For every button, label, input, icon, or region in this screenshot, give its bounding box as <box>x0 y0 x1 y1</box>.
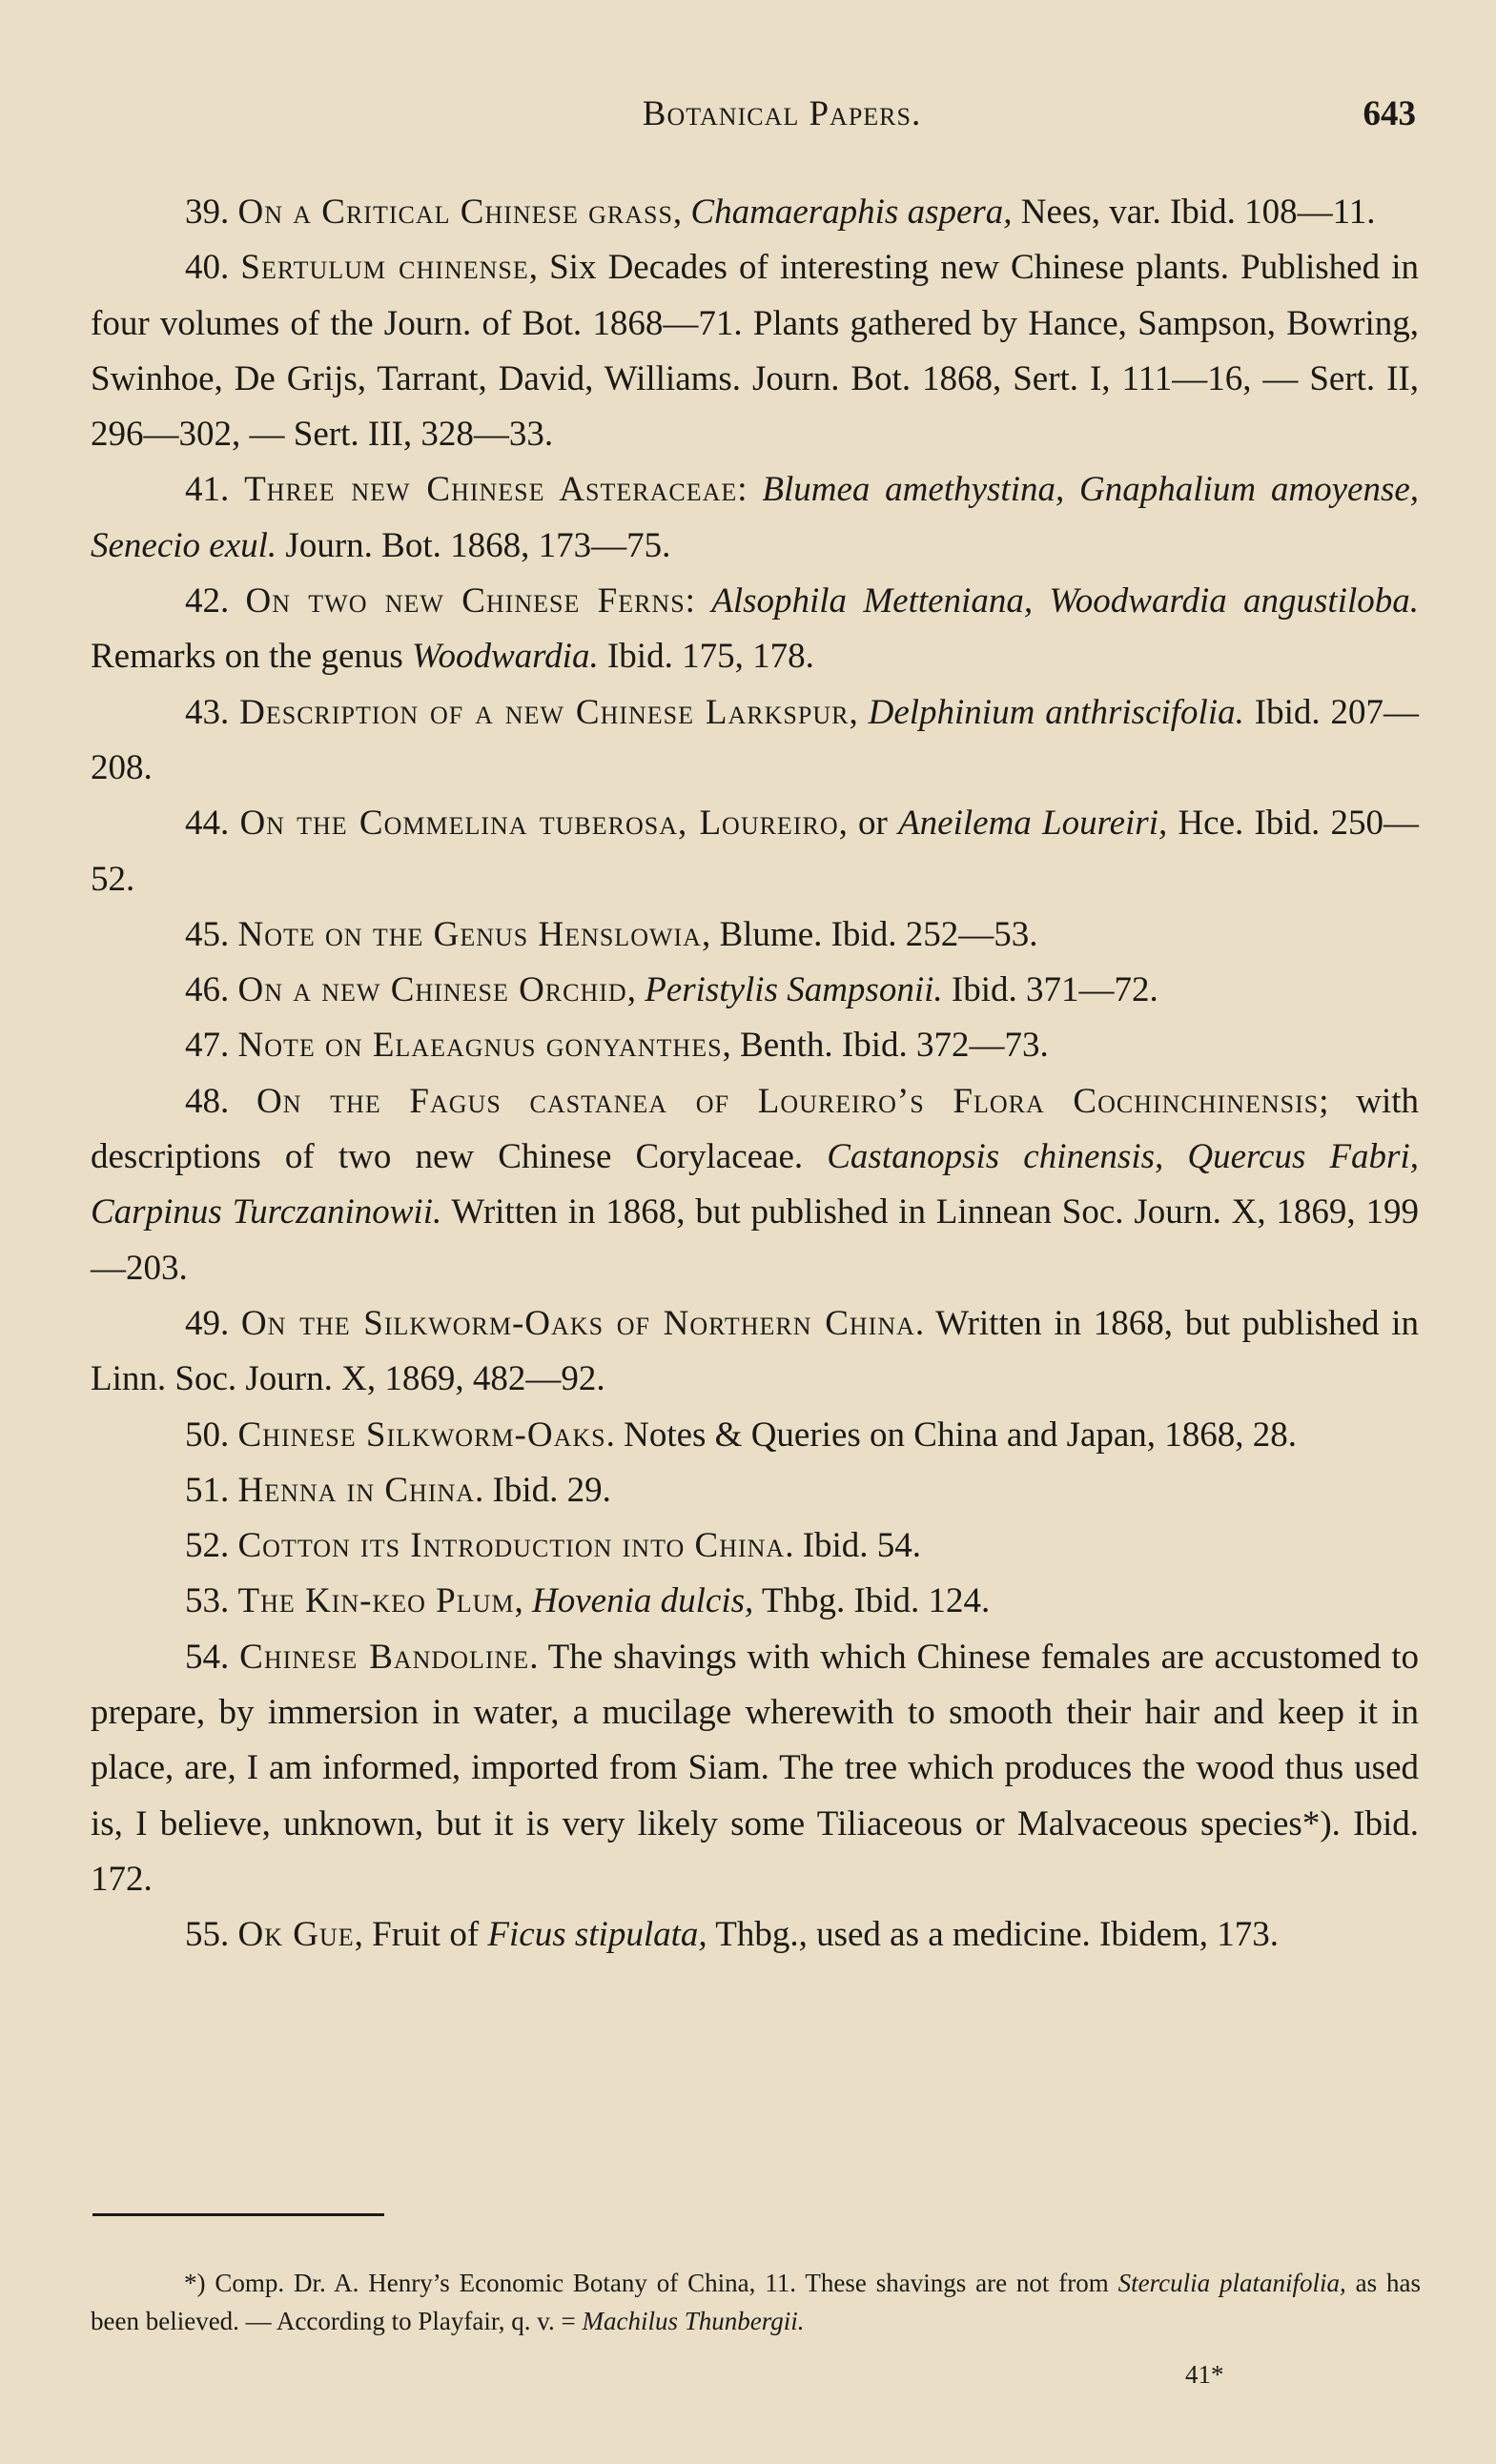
small-caps-title: Note on Elaeagnus gonyanthes <box>237 1026 723 1066</box>
entry-45 <box>91 907 1419 963</box>
italic-species-name: Hovenia dulcis, <box>532 1581 754 1621</box>
entries-list <box>91 185 1419 1964</box>
text-segment: , Blume. Ibid. 252—53. <box>701 914 1038 954</box>
footnote <box>91 2264 1421 2340</box>
entry-52 <box>91 1518 1419 1574</box>
italic-species-name: Delphinium anthriscifolia. <box>868 692 1244 732</box>
italic-species-name: Aneilema Loureiri, <box>898 804 1168 844</box>
entry-50 <box>91 1408 1419 1463</box>
text-segment: . Notes & Queries on China and Japan, 1868, 28. <box>605 1415 1298 1455</box>
text-segment: as has been believed. — According to Playfair, q. v. = <box>91 2269 1421 2335</box>
text-segment: , <box>849 692 869 732</box>
entry-41 <box>91 462 1419 574</box>
text-segment: Nees, var. Ibid. 108—11. <box>1012 193 1376 232</box>
text-segment: 48. <box>185 1081 256 1121</box>
small-caps-title: Sertulum chinense <box>240 248 529 288</box>
small-caps-title: On a new Chinese Orchid <box>237 970 627 1010</box>
page-header <box>91 93 1416 139</box>
italic-species-name: Woodwardia. <box>412 637 599 677</box>
small-caps-title: On two new Chinese Ferns <box>245 581 686 621</box>
text-segment: Thbg., used as a medicine. Ibidem, 173. <box>707 1915 1280 1955</box>
entry-42 <box>91 574 1419 685</box>
signature-mark: 41* <box>1185 2360 1224 2389</box>
entry-47 <box>91 1018 1419 1073</box>
small-caps-title: Ok Gue <box>237 1915 355 1955</box>
text-segment: 53. <box>185 1581 238 1621</box>
text-segment: *) Comp. Dr. A. Henry’s Economic Botany of China, 11. These shavings are not from <box>184 2269 1118 2297</box>
text-segment: , <box>626 970 646 1010</box>
small-caps-title: On the Fagus castanea of Loureiro’s Flora Cochinchinensis <box>256 1081 1320 1121</box>
text-segment: 41. <box>185 470 245 510</box>
text-segment: 44. <box>185 804 240 844</box>
small-caps-title: On a Critical Chinese grass <box>237 193 673 232</box>
text-segment: Written in 1868, but published in Linnean Soc. Journ. X, 1869, 199—203. <box>91 1192 1419 1288</box>
small-caps-title: Cotton its Introduction into China <box>237 1526 786 1566</box>
text-segment: : <box>685 581 712 621</box>
italic-species-name: Blumea amethystina, Gnaphalium amoyense, Senecio exul. <box>91 470 1420 565</box>
text-segment: Ibid. 371—72. <box>942 970 1158 1010</box>
small-caps-title: The Kin-keo Plum <box>237 1581 515 1621</box>
small-caps-title: Note on the Genus Henslowia <box>237 914 702 954</box>
small-caps-title: On the Silkworm-Oaks of Northern China <box>240 1303 915 1343</box>
text-segment: 43. <box>185 692 240 732</box>
text-segment: 55. <box>185 1915 238 1955</box>
text-segment: ; with descriptions of two new Chinese Corylaceae. <box>91 1081 1420 1177</box>
entry-46 <box>91 963 1419 1018</box>
entry-54 <box>91 1630 1419 1907</box>
small-caps-title: On the Commelina tuberosa, Loureiro <box>239 804 839 844</box>
small-caps-title: Chinese Silkworm-Oaks <box>237 1415 606 1455</box>
italic-species-name: Castanopsis chinensis, Quercus Fabri, Carpinus Turczaninowii. <box>91 1137 1419 1232</box>
page-number: 643 <box>1363 94 1416 133</box>
entry-49 <box>91 1296 1419 1408</box>
italic-species-name: Machilus Thunbergii. <box>582 2307 805 2335</box>
text-segment: Hce. Ibid. 250—52. <box>91 804 1420 899</box>
text-segment: Ibid. 175, 178. <box>598 637 814 677</box>
text-segment: 51. <box>185 1470 238 1510</box>
entry-55 <box>91 1907 1419 1963</box>
text-segment: , Fruit of <box>354 1915 488 1955</box>
italic-species-name: Alsophila Metteniana, Woodwardia angustiloba. <box>711 581 1420 621</box>
text-segment: , Benth. Ibid. 372—73. <box>722 1026 1049 1066</box>
text-segment: 52. <box>185 1526 238 1566</box>
italic-species-name: Sterculia platanifolia, <box>1117 2269 1346 2297</box>
small-caps-title: Three new Chinese Asteraceae <box>244 470 738 510</box>
text-segment: 45. <box>185 914 238 954</box>
text-segment: Journ. Bot. 1868, 173—75. <box>277 525 671 565</box>
text-segment: Thbg. Ibid. 124. <box>753 1581 991 1621</box>
text-segment: . The shavings with which Chinese females are accustomed to prepare, by immersion in water, a mucilage wherewith to smooth their hair and keep it in place, are, I am informed, imported from Siam. The tree which produces the wood thus used is, I believe, unknown, but it is very likely some Tiliaceous or Malvaceous species*). Ibid. 172. <box>91 1637 1420 1899</box>
text-segment: : <box>737 470 763 510</box>
entry-53 <box>91 1574 1419 1629</box>
entry-48 <box>91 1074 1419 1296</box>
text-segment: 42. <box>185 581 246 621</box>
entry-39 <box>91 185 1419 240</box>
entry-51 <box>91 1463 1419 1518</box>
text-segment: , Six Decades of interesting new Chinese plants. Published in four volumes of the Journ. of Bot. 1868—71. Plants gathered by Hance, Sampson, Bowring, Swinhoe, De Grijs, Tarrant, David, Williams. Journ. Bot. 1868, Sert. I, 111—16, — Sert. II, 296—302, — Sert. III, 328—33. <box>91 248 1419 455</box>
italic-species-name: Chamaeraphis aspera, <box>690 193 1013 232</box>
text-segment: 39. <box>185 193 238 232</box>
small-caps-title: Henna in China <box>237 1470 476 1510</box>
entry-43 <box>91 685 1419 797</box>
text-segment: . Ibid. 29. <box>475 1470 611 1510</box>
text-segment: Ibid. 207—208. <box>91 692 1420 787</box>
text-segment: 46. <box>185 970 238 1010</box>
footnote-rule <box>92 2213 384 2216</box>
text-segment: 40. <box>185 248 241 288</box>
small-caps-title: Chinese Bandoline <box>239 1637 530 1677</box>
text-segment: 50. <box>185 1415 238 1455</box>
text-segment: 47. <box>185 1026 238 1066</box>
italic-species-name: Ficus stipulata, <box>487 1915 707 1955</box>
text-segment: . Written in 1868, but published in Linn. Soc. Journ. X, 1869, 482—92. <box>91 1303 1419 1399</box>
text-segment: , <box>514 1581 533 1621</box>
entry-44 <box>91 796 1419 907</box>
entry-40 <box>91 240 1419 462</box>
text-segment: , <box>672 193 691 232</box>
italic-species-name: Peristylis Sampsonii. <box>645 970 943 1010</box>
text-segment: , or <box>838 804 899 844</box>
text-segment: . Ibid. 54. <box>785 1526 922 1566</box>
text-segment: 54. <box>185 1637 240 1677</box>
text-segment: 49. <box>185 1303 241 1343</box>
running-title: Botanical Papers. <box>642 94 922 133</box>
text-segment: Remarks on the genus <box>91 637 413 677</box>
small-caps-title: Description of a new Chinese Larkspur <box>239 692 850 732</box>
